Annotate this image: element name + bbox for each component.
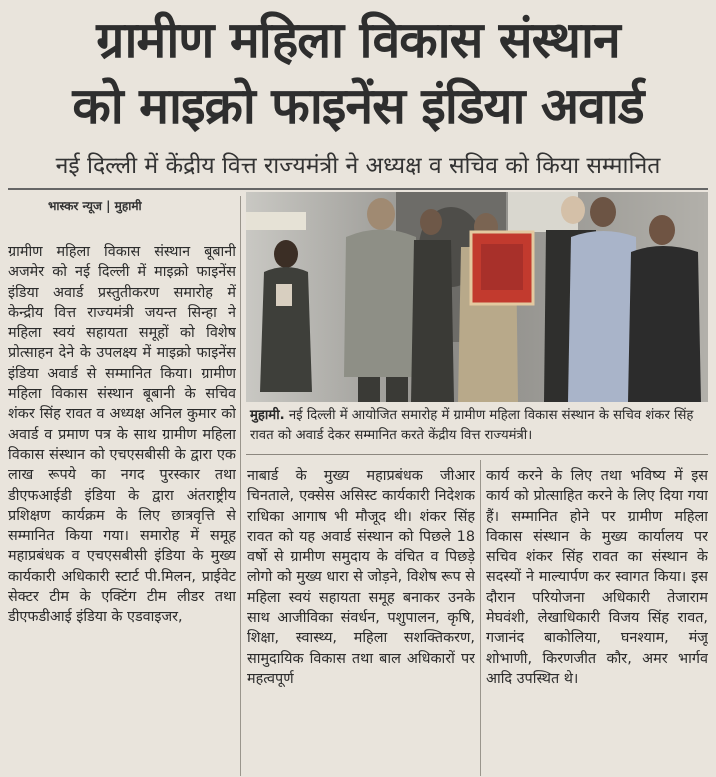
- column-divider: [480, 460, 481, 776]
- column-divider: [240, 196, 241, 776]
- headline-line-1: ग्रामीण महिला विकास संस्थान: [96, 11, 620, 69]
- subheadline: नई दिल्ली में केंद्रीय वित्त राज्यमंत्री ने अध्यक्ष व सचिव को किया सम्मानित: [55, 153, 661, 179]
- article-column-3: [486, 466, 708, 776]
- news-photo: [246, 192, 708, 402]
- header-rule: [8, 188, 708, 190]
- caption-place: मुहामी.: [250, 408, 285, 423]
- award-ceremony-image: [246, 192, 708, 402]
- caption-rule: [246, 454, 708, 455]
- byline: भास्कर न्यूज | मुहामी: [48, 199, 142, 213]
- headline-line-2: को माइक्रो फाइनेंस इंडिया अवार्ड: [72, 77, 644, 135]
- article-column-1: [8, 242, 236, 774]
- column-2-text: नाबार्ड के मुख्य महाप्रबंधक जीआर चिनताले, एक्सेस असिस्ट कार्यकारी निदेशक राधिका आगाष भी मौजूद थी। शंकर सिंह रावत को यह अवार्ड संस्थान को पिछले 18 वर्षो से ग्रामीण समुदाय के वंचित व पिछड़े लोगो को मुख्य धारा से जोड़ने, विशेष रूप से महिला स्वयं सहायता समूह बनाकर उनके साथ आजीविका संवर्धन, पशुपालन, कृषि, शिक्षा, स्वास्थ्य, महिला सशक्तिकरण, सामुदायिक विकास तथा बाल अधिकारों पर महत्वपूर्ण: [247, 468, 475, 687]
- caption-text: नई दिल्ली में आयोजित समारोह में ग्रामीण महिला विकास संस्थान के सचिव शंकर सिंह रावत को अवार्ड देकर सम्मानित करते केंद्रीय वित्त राज्यमंत्री।: [250, 408, 694, 443]
- column-1-text: ग्रामीण महिला विकास संस्थान बूबानी अजमेर को नई दिल्ली में माइक्रो फाइनेंस इंडिया अवार्ड प्रस्तुतीकरण समारोह में केन्द्रीय वित्त राज्यमंत्री जयन्त सिन्हा ने महिला स्वयं सहायता समूहों को विशेष प्रोत्साहन देने के उपलक्ष्य में माइक्रो फाइनेंस इंडिया अवार्ड से सम्मानित किया। ग्रामीण महिला विकास संस्थान बूबानी के सचिव शंकर सिंह रावत व अध्यक्ष अनिल कुमार को अवार्ड व प्रमाण पत्र के साथ ग्रामीण महिला विकास संस्थान को एचएसबीसी के द्वारा एक लाख रूपये का नगद पुरस्कार तथा डीएफआईडी इंडिया के द्वारा अंतराष्ट्रीय प्रशिक्षण कार्यक्रम के लिए छात्रवृत्ति से सम्मानित किया गया। समारोह में समूह महाप्रबंधक व एचएसबीसी इंडिया के मुख्य कार्यकारी अधिकारी स्टार्ट पी.मिलन, प्राईवेट सेक्टर टीम के एक्टिंग टीम लीडर तथा डीएफडीआई इंडिया के एडवाइजर,: [8, 244, 236, 626]
- article-column-2: [247, 466, 475, 776]
- photo-caption: [250, 406, 708, 446]
- column-3-text: कार्य करने के लिए तथा भविष्य में इस कार्य को प्रोत्साहित करने के लिए दिया गया हैं। सम्मानित होने पर ग्रामीण महिला विकास संस्थान के मुख्य कार्यालय पर सचिव शंकर सिंह रावत का संस्थान के सदस्यों ने माल्यार्पण कर स्वागत किया। इस दौरान परियोजना अधिकारी तेजाराम मेघवंशी, लेखाधिकारी विजय सिंह रावत, गजानंद बाकोलिया, घनश्याम, मंजू शोभाणी, किरणजीत कौर, अमर भार्गव आदि उपस्थित थे।: [486, 468, 708, 687]
